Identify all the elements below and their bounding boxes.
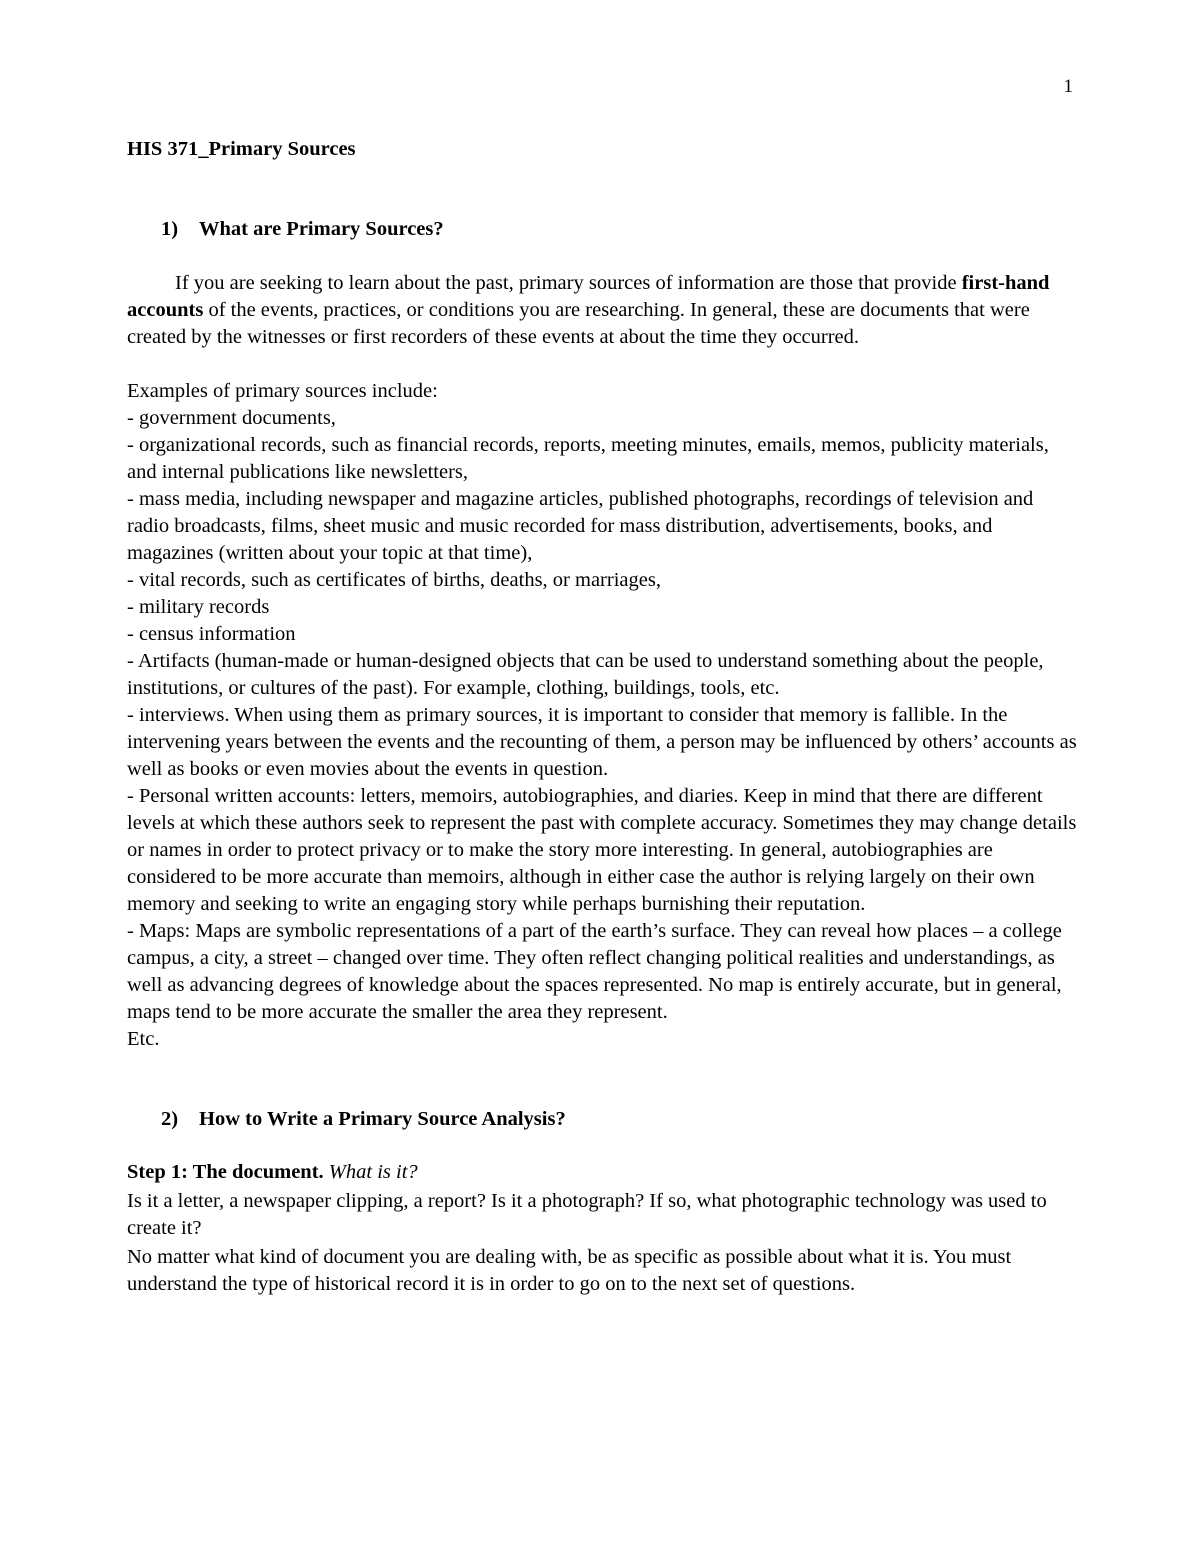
example-mass-media: - mass media, including newspaper and magazine articles, published photographs, recordings of television and radio broadcasts, films, sheet music and music recorded for mass distribution, advertisements, books, and magazines (written about your topic at that time), xyxy=(127,488,1034,564)
section-2-heading xyxy=(127,1106,1077,1133)
intro-paragraph xyxy=(127,270,1077,351)
document-title: HIS 371_Primary Sources xyxy=(127,138,356,160)
example-interviews: - interviews. When using them as primary sources, it is important to consider that memory is fallible. In the intervening years between the events and the recounting of them, a person may be influenced by others’ accounts as well as books or even movies about the events in question. xyxy=(127,704,1077,780)
example-census-information: - census information xyxy=(127,623,296,645)
intro-text-start: If you are seeking to learn about the past, primary sources of information are those that provide xyxy=(175,272,962,294)
step-1-heading xyxy=(127,1159,1077,1186)
section-1-heading xyxy=(127,216,1077,243)
section-1-number: 1) xyxy=(161,218,179,240)
example-government-documents: - government documents, xyxy=(127,407,336,429)
examples-intro: Examples of primary sources include: xyxy=(127,380,438,402)
intro-text-end: of the events, practices, or conditions you are researching. In general, these are documents that were created by the witnesses or first recorders of these events at about the time they occurred. xyxy=(127,299,1030,348)
example-artifacts: - Artifacts (human-made or human-designed objects that can be used to understand something about the people, institutions, or cultures of the past). For example, clothing, buildings, tools, etc. xyxy=(127,650,1044,699)
step-1-question: What is it? xyxy=(328,1161,418,1183)
section-2-title: How to Write a Primary Source Analysis? xyxy=(199,1108,566,1130)
step-1-label: Step 1: The document. xyxy=(127,1161,324,1183)
step-1-paragraph-1: Is it a letter, a newspaper clipping, a report? Is it a photograph? If so, what photographic technology was used to create it? xyxy=(127,1190,1047,1239)
section-2-number: 2) xyxy=(161,1108,179,1130)
step-1-paragraph-2: No matter what kind of document you are dealing with, be as specific as possible about what it is. You must understand the type of historical record it is in order to go on to the next set of questions. xyxy=(127,1246,1012,1295)
example-organizational-records: - organizational records, such as financial records, reports, meeting minutes, emails, memos, publicity materials, and internal publications like newsletters, xyxy=(127,434,1049,483)
document-body xyxy=(127,136,1077,1300)
section-1-title: What are Primary Sources? xyxy=(199,218,444,240)
page-number: 1 xyxy=(1063,76,1073,97)
example-military-records: - military records xyxy=(127,596,270,618)
examples-etc: Etc. xyxy=(127,1028,160,1050)
example-personal-accounts: - Personal written accounts: letters, memoirs, autobiographies, and diaries. Keep in mind that there are different levels at which these authors seek to represent the past with complete accuracy. Sometimes they may change details or names in order to protect privacy or to make the story more interesting. In general, autobiographies are considered to be more accurate than memoirs, although in either case the author is relying largely on their own memory and seeking to write an engaging story while perhaps burnishing their reputation. xyxy=(127,785,1077,915)
example-vital-records: - vital records, such as certificates of births, deaths, or marriages, xyxy=(127,569,661,591)
example-maps: - Maps: Maps are symbolic representations of a part of the earth’s surface. They can reveal how places – a college campus, a city, a street – changed over time. They often reflect changing political realities and understandings, as well as advancing degrees of knowledge about the spaces represented. No map is entirely accurate, but in general, maps tend to be more accurate the smaller the area they represent. xyxy=(127,920,1062,1023)
intro-bold-phrase: first-hand accounts xyxy=(127,272,1050,321)
examples-list xyxy=(127,405,1077,1026)
